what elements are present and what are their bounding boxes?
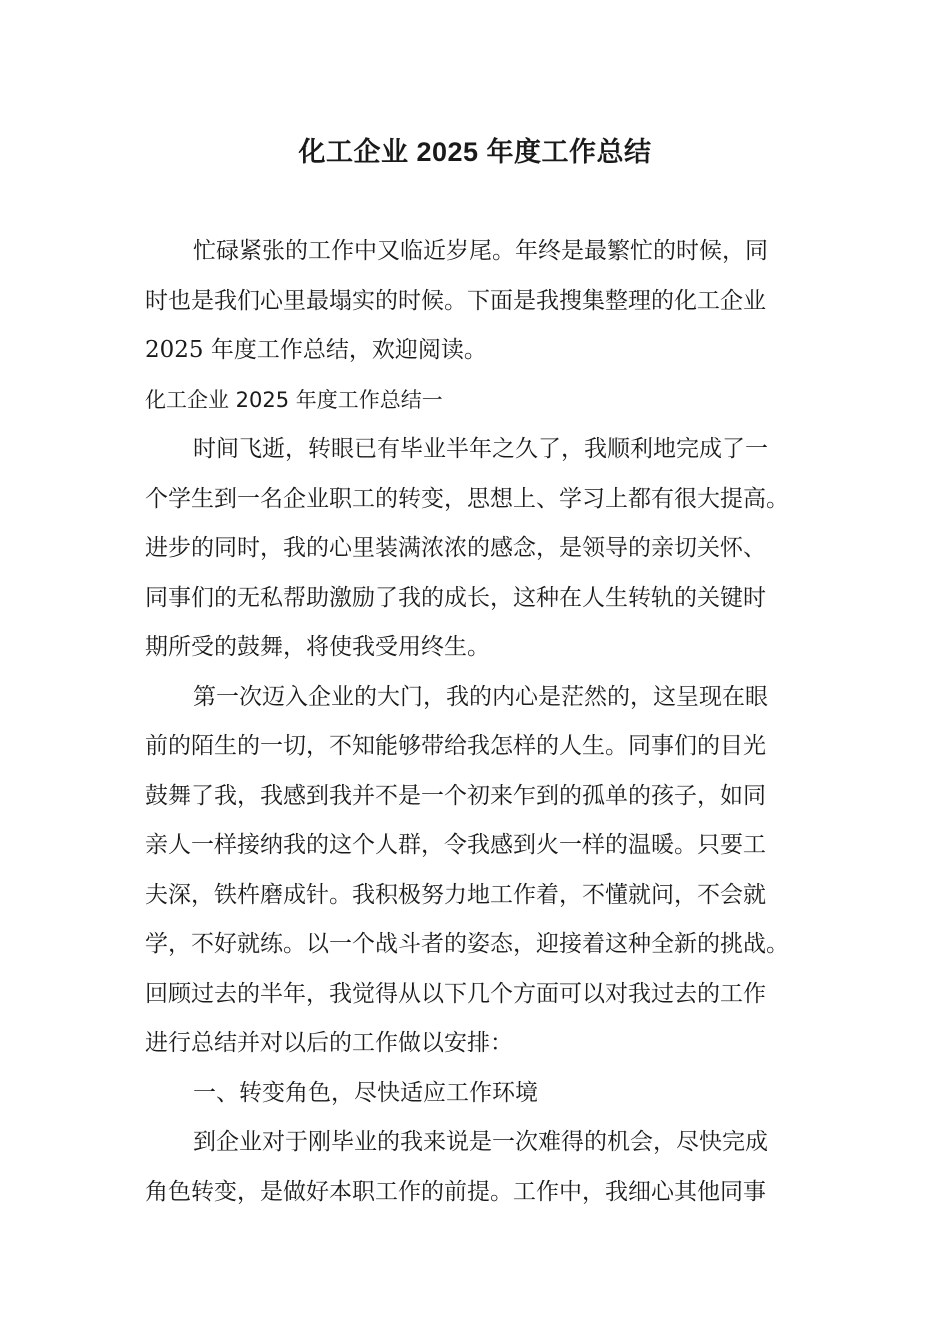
paragraph-line: 时也是我们心里最塌实的时候。下面是我搜集整理的化工企业 xyxy=(145,287,766,314)
section-heading: 化工企业 2025 年度工作总结一 xyxy=(145,387,443,412)
paragraph-line: 夫深，铁杵磨成针。我积极努力地工作着，不懂就问，不会就 xyxy=(145,881,766,908)
paragraph-line: 前的陌生的一切，不知能够带给我怎样的人生。同事们的目光 xyxy=(145,733,766,759)
paragraph-line: 鼓舞了我，我感到我并不是一个初来乍到的孤单的孩子，如同 xyxy=(145,782,766,809)
document-body xyxy=(145,227,810,1217)
paragraph-line: 时间飞逝，转眼已有毕业半年之久了，我顺利地完成了一 xyxy=(193,436,768,462)
paragraph-line: 进行总结并对以后的工作做以安排： xyxy=(145,1030,513,1056)
document-title: 化工企业 2025 年度工作总结 xyxy=(298,137,652,167)
paragraph-line: 2025 年度工作总结，欢迎阅读。 xyxy=(145,337,487,363)
paragraph-line: 忙碌紧张的工作中又临近岁尾。年终是最繁忙的时候，同 xyxy=(193,238,768,264)
paragraph-line: 回顾过去的半年，我觉得从以下几个方面可以对我过去的工作 xyxy=(145,980,766,1007)
paragraph-line: 期所受的鼓舞，将使我受用终生。 xyxy=(145,634,490,660)
paragraph-line: 第一次迈入企业的大门，我的内心是茫然的，这呈现在眼 xyxy=(193,683,768,710)
paragraph-line: 角色转变，是做好本职工作的前提。工作中，我细心其他同事 xyxy=(145,1178,766,1205)
paragraph-line: 到企业对于刚毕业的我来说是一次难得的机会，尽快完成 xyxy=(193,1129,768,1155)
paragraph-line: 亲人一样接纳我的这个人群，令我感到火一样的温暖。只要工 xyxy=(145,832,766,858)
paragraph-line: 同事们的无私帮助激励了我的成长，这种在人生转轨的关键时 xyxy=(145,584,766,611)
paragraph-line: 个学生到一名企业职工的转变，思想上、学习上都有很大提高。 xyxy=(145,485,789,512)
paragraph-line: 进步的同时，我的心里装满浓浓的感念，是领导的亲切关怀、 xyxy=(145,535,766,561)
paragraph-line: 一、转变角色，尽快适应工作环境 xyxy=(193,1079,538,1106)
paragraph-line: 学，不好就练。以一个战斗者的姿态，迎接着这种全新的挑战。 xyxy=(145,931,789,957)
